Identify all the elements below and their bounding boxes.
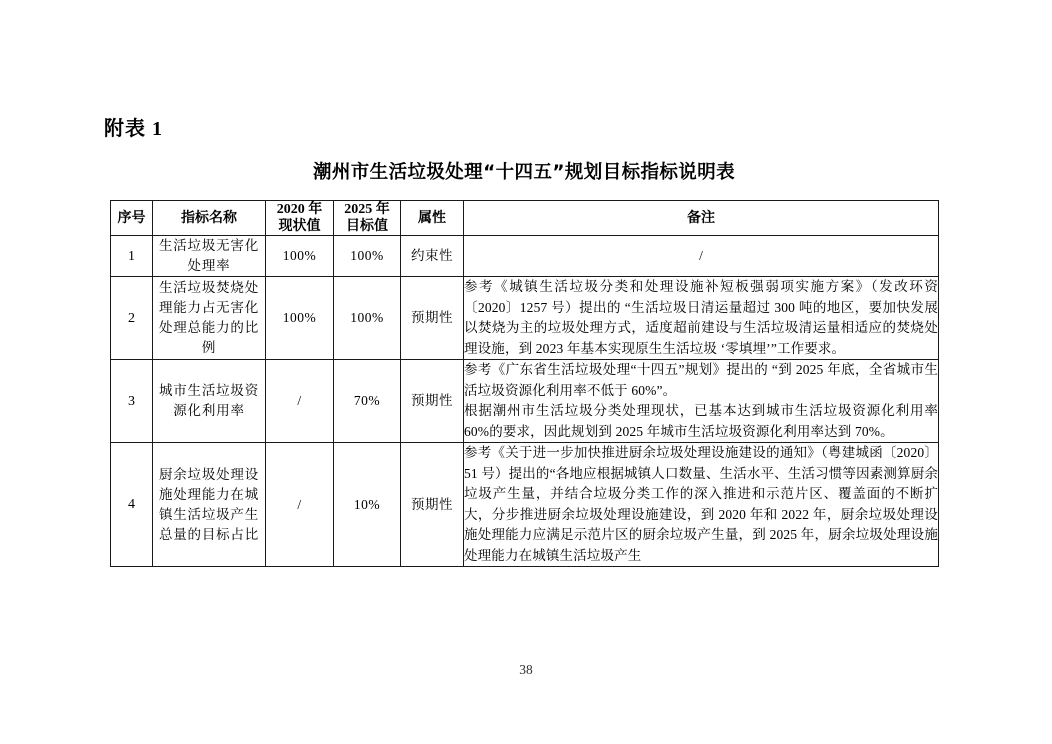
cell-value-2025: 10% [334, 443, 401, 567]
table-row [111, 236, 939, 277]
cell-attribute: 预期性 [401, 277, 464, 360]
remarks-paragraph: 参考《关于进一步加快推进厨余垃圾处理设施建设的通知》（粤建城函〔2020〕51 号）提出的“各地应根据城镇人口数量、生活水平、生活习惯等因素测算厨余垃圾产生量，并结合垃圾分类工作的深入推进和示范片区、覆盖面的不断扩大，分步推进厨余垃圾处理设施建设，到 2020 年和 2022 年，厨余垃圾处理设施处理能力应满足示范片区的厨余垃圾产生量，到 2025 年，厨余垃圾处理设施处理能力在城镇生活垃圾产生 [464, 445, 938, 563]
cell-no: 1 [111, 236, 153, 277]
cell-no: 3 [111, 360, 153, 443]
cell-indicator-name: 厨余垃圾处理设施处理能力在城镇生活垃圾产生总量的目标占比 [153, 443, 266, 567]
column-header-value-2020-line1: 2020 年 [276, 202, 323, 217]
column-header-value-2020-line2: 现状值 [278, 219, 321, 235]
cell-value-2025: 100% [334, 277, 401, 360]
page-title: 潮州市生活垃圾处理“十四五”规划目标指标说明表 [312, 162, 736, 183]
table-body [111, 236, 939, 567]
cell-value-2025: 70% [334, 360, 401, 443]
cell-indicator-name: 城市生活垃圾资源化利用率 [153, 360, 266, 443]
cell-attribute: 预期性 [401, 443, 464, 567]
cell-value-2020: 100% [266, 277, 334, 360]
cell-attribute: 预期性 [401, 360, 464, 443]
column-header-value-2025-line2: 目标值 [346, 219, 388, 235]
column-header-value-2025-line1: 2025 年 [344, 202, 390, 217]
cell-no: 2 [111, 277, 153, 360]
table-header [111, 201, 939, 236]
cell-indicator-name: 生活垃圾无害化处理率 [153, 236, 266, 277]
column-header-attribute: 属性 [401, 201, 464, 236]
cell-indicator-name: 生活垃圾焚烧处理能力占无害化处理总能力的比例 [153, 277, 266, 360]
page-number: 38 [519, 662, 533, 677]
column-header-no: 序号 [111, 201, 153, 236]
remarks-paragraph: 参考《广东省生活垃圾处理“十四五”规划》提出的 “到 2025 年底，全省城市生活垃圾资源化利用率不低于 60%”。 [464, 362, 938, 398]
column-header-remarks: 备注 [464, 201, 939, 236]
spec-table-container [110, 200, 938, 567]
cell-no: 4 [111, 443, 153, 567]
remarks-paragraph: 参考《城镇生活垃圾分类和处理设施补短板强弱项实施方案》（发改环资〔2020〕1257 号）提出的 “生活垃圾日清运量超过 300 吨的地区，要加快发展以焚烧为主的垃圾处理方式，适度超前建设与生活垃圾清运量相适应的焚烧处理设施，到 2023 年基本实现原生生活垃圾 ‘零填埋’”工作要求。 [464, 279, 938, 356]
indicator-spec-table [110, 200, 939, 567]
cell-remarks [464, 236, 939, 277]
column-header-value-2025 [334, 201, 401, 236]
column-header-value-2020 [266, 201, 334, 236]
cell-remarks [464, 277, 939, 360]
cell-attribute: 约束性 [401, 236, 464, 277]
cell-value-2020: / [266, 443, 334, 567]
remarks-paragraph: 根据潮州市生活垃圾分类处理现状，已基本达到城市生活垃圾资源化利用率 60%的要求，因此规划到 2025 年城市生活垃圾资源化利用率达到 70%。 [464, 403, 938, 439]
column-header-indicator-name: 指标名称 [153, 201, 266, 236]
table-row [111, 443, 939, 567]
cell-remarks [464, 443, 939, 567]
cell-remarks [464, 360, 939, 443]
cell-value-2020: / [266, 360, 334, 443]
table-row [111, 360, 939, 443]
remarks-paragraph: / [699, 247, 703, 263]
appendix-heading: 附表 1 [104, 118, 163, 140]
cell-value-2025: 100% [334, 236, 401, 277]
table-row [111, 277, 939, 360]
cell-value-2020: 100% [266, 236, 334, 277]
table-header-row [111, 201, 939, 236]
